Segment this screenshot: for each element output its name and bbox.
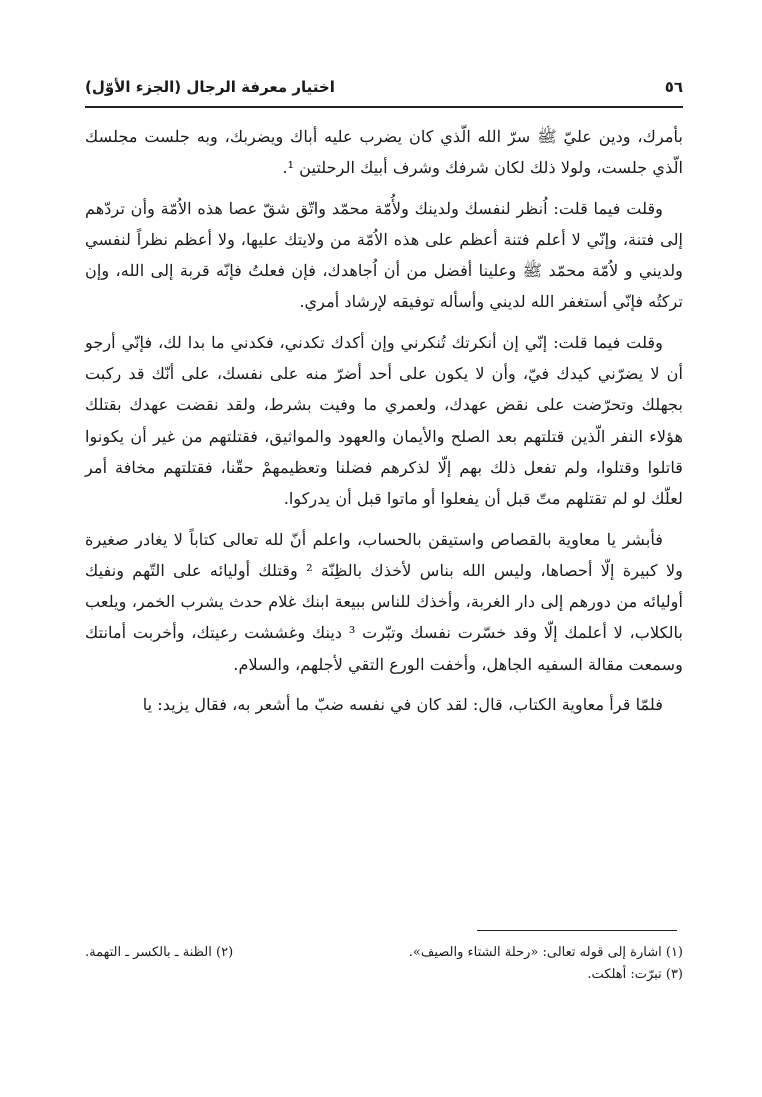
paragraph: وقلت فيما قلت: إنّي إن أنكرتك تُنكرني وإن أكدك تكدني، فكدني ما بدا لك، فإنّي أرجو أن لا يضرّني كيدك فيّ، وأن لا يكون على أحد أضرّ منه على نفسك، على أنّك قد ركبت بجهلك وتحرّضت على نقض عهدك، ولعمري ما وفيت بشرط، ولقد نقضت عهدك بقتلك هؤلاء النفر الّذين قتلتهم بعد الصلح والأيمان والعهود والمواثيق، فقتلتهم من غير أن يكونوا قاتلوا وقتلوا، ولم تفعل ذلك بهم إلّا لذكرهم فضلنا وتعظيمهمْ حقّنا، فقتلتهم مخافة أمر لعلّك لو لم تقتلهم متّ قبل أن يفعلوا أو ماتوا قبل أن يدركوا.	[85, 332, 683, 509]
paragraph: فأبشر يا معاوية بالقصاص واستيقن بالحساب، واعلم أنّ لله تعالى كتاباً لا يغادر صغيرة ولا كبيرة إلّا أحصاها، وليس الله بناس لأخذك بالظِنّة ² وقتلك أوليائه على التّهم ونفيك أوليائه من دورهم إلى دار الغربة، وأخذك للناس ببيعة ابنك غلام حدث يشرب الخمر، ويلعب بالكلاب، لا أعلمك إلّا وقد خسّرت نفسك وتبّرت ³ دينك وغششت رعيتك، وأخربت أمانتك وسمعت مقالة السفيه الجاهل، وأخفت الورع التقي لأجلهم، والسلام.	[85, 529, 683, 674]
body-text	[85, 121, 683, 729]
footnote-2: (٢) الظنة ـ بالكسر ـ التهمة.	[85, 945, 234, 960]
page-number: ٥٦	[664, 78, 683, 96]
footnotes	[85, 942, 683, 986]
footnote-row	[85, 964, 683, 986]
paragraph: بأمرك، ودين عليّ ﷺ سرّ الله الّذي كان يضرب عليه أباك ويضربك، وبه جلست مجلسك الّذي جلست، ولولا ذلك لكان شرفك وشرف أبيك الرحلتين ¹.	[85, 127, 683, 178]
header-rule	[85, 106, 683, 108]
footnote-rule	[477, 930, 677, 931]
footnote-row	[85, 942, 683, 964]
page-header	[85, 72, 683, 102]
running-title: اختيار معرفة الرجال (الجزء الأوّل)	[85, 78, 335, 96]
footnote-1: (١) اشارة إلى قوله تعالى: «رحلة الشتاء والصيف».	[408, 945, 683, 960]
paragraph: فلمّا قرأ معاوية الكتاب، قال: لقد كان في نفسه ضبّ ما أشعر به، فقال يزيد: يا	[142, 695, 663, 715]
paragraph: وقلت فيما قلت: اُنظر لنفسك ولدينك ولأُمّة محمّد واتّق شقّ عصا هذه الاُمّة وأن تردّهم إلى فتنة، وإنّي لا أعلم فتنة أعظم على هذه الاُمّة من ولايتك عليها، ولا أعظم نظراً لنفسي ولديني و لاُمّة محمّد ﷺ وعلينا أفضل من أن اُجاهدك، فإن فعلتُ فإنّه قربة إلى الله، وإن تركتُه فإنّي أستغفر الله لديني وأسأله توفيقه لإرشاد أمري.	[85, 198, 683, 312]
footnote-3: (٣) تبرّت: أهلكت.	[587, 967, 683, 982]
